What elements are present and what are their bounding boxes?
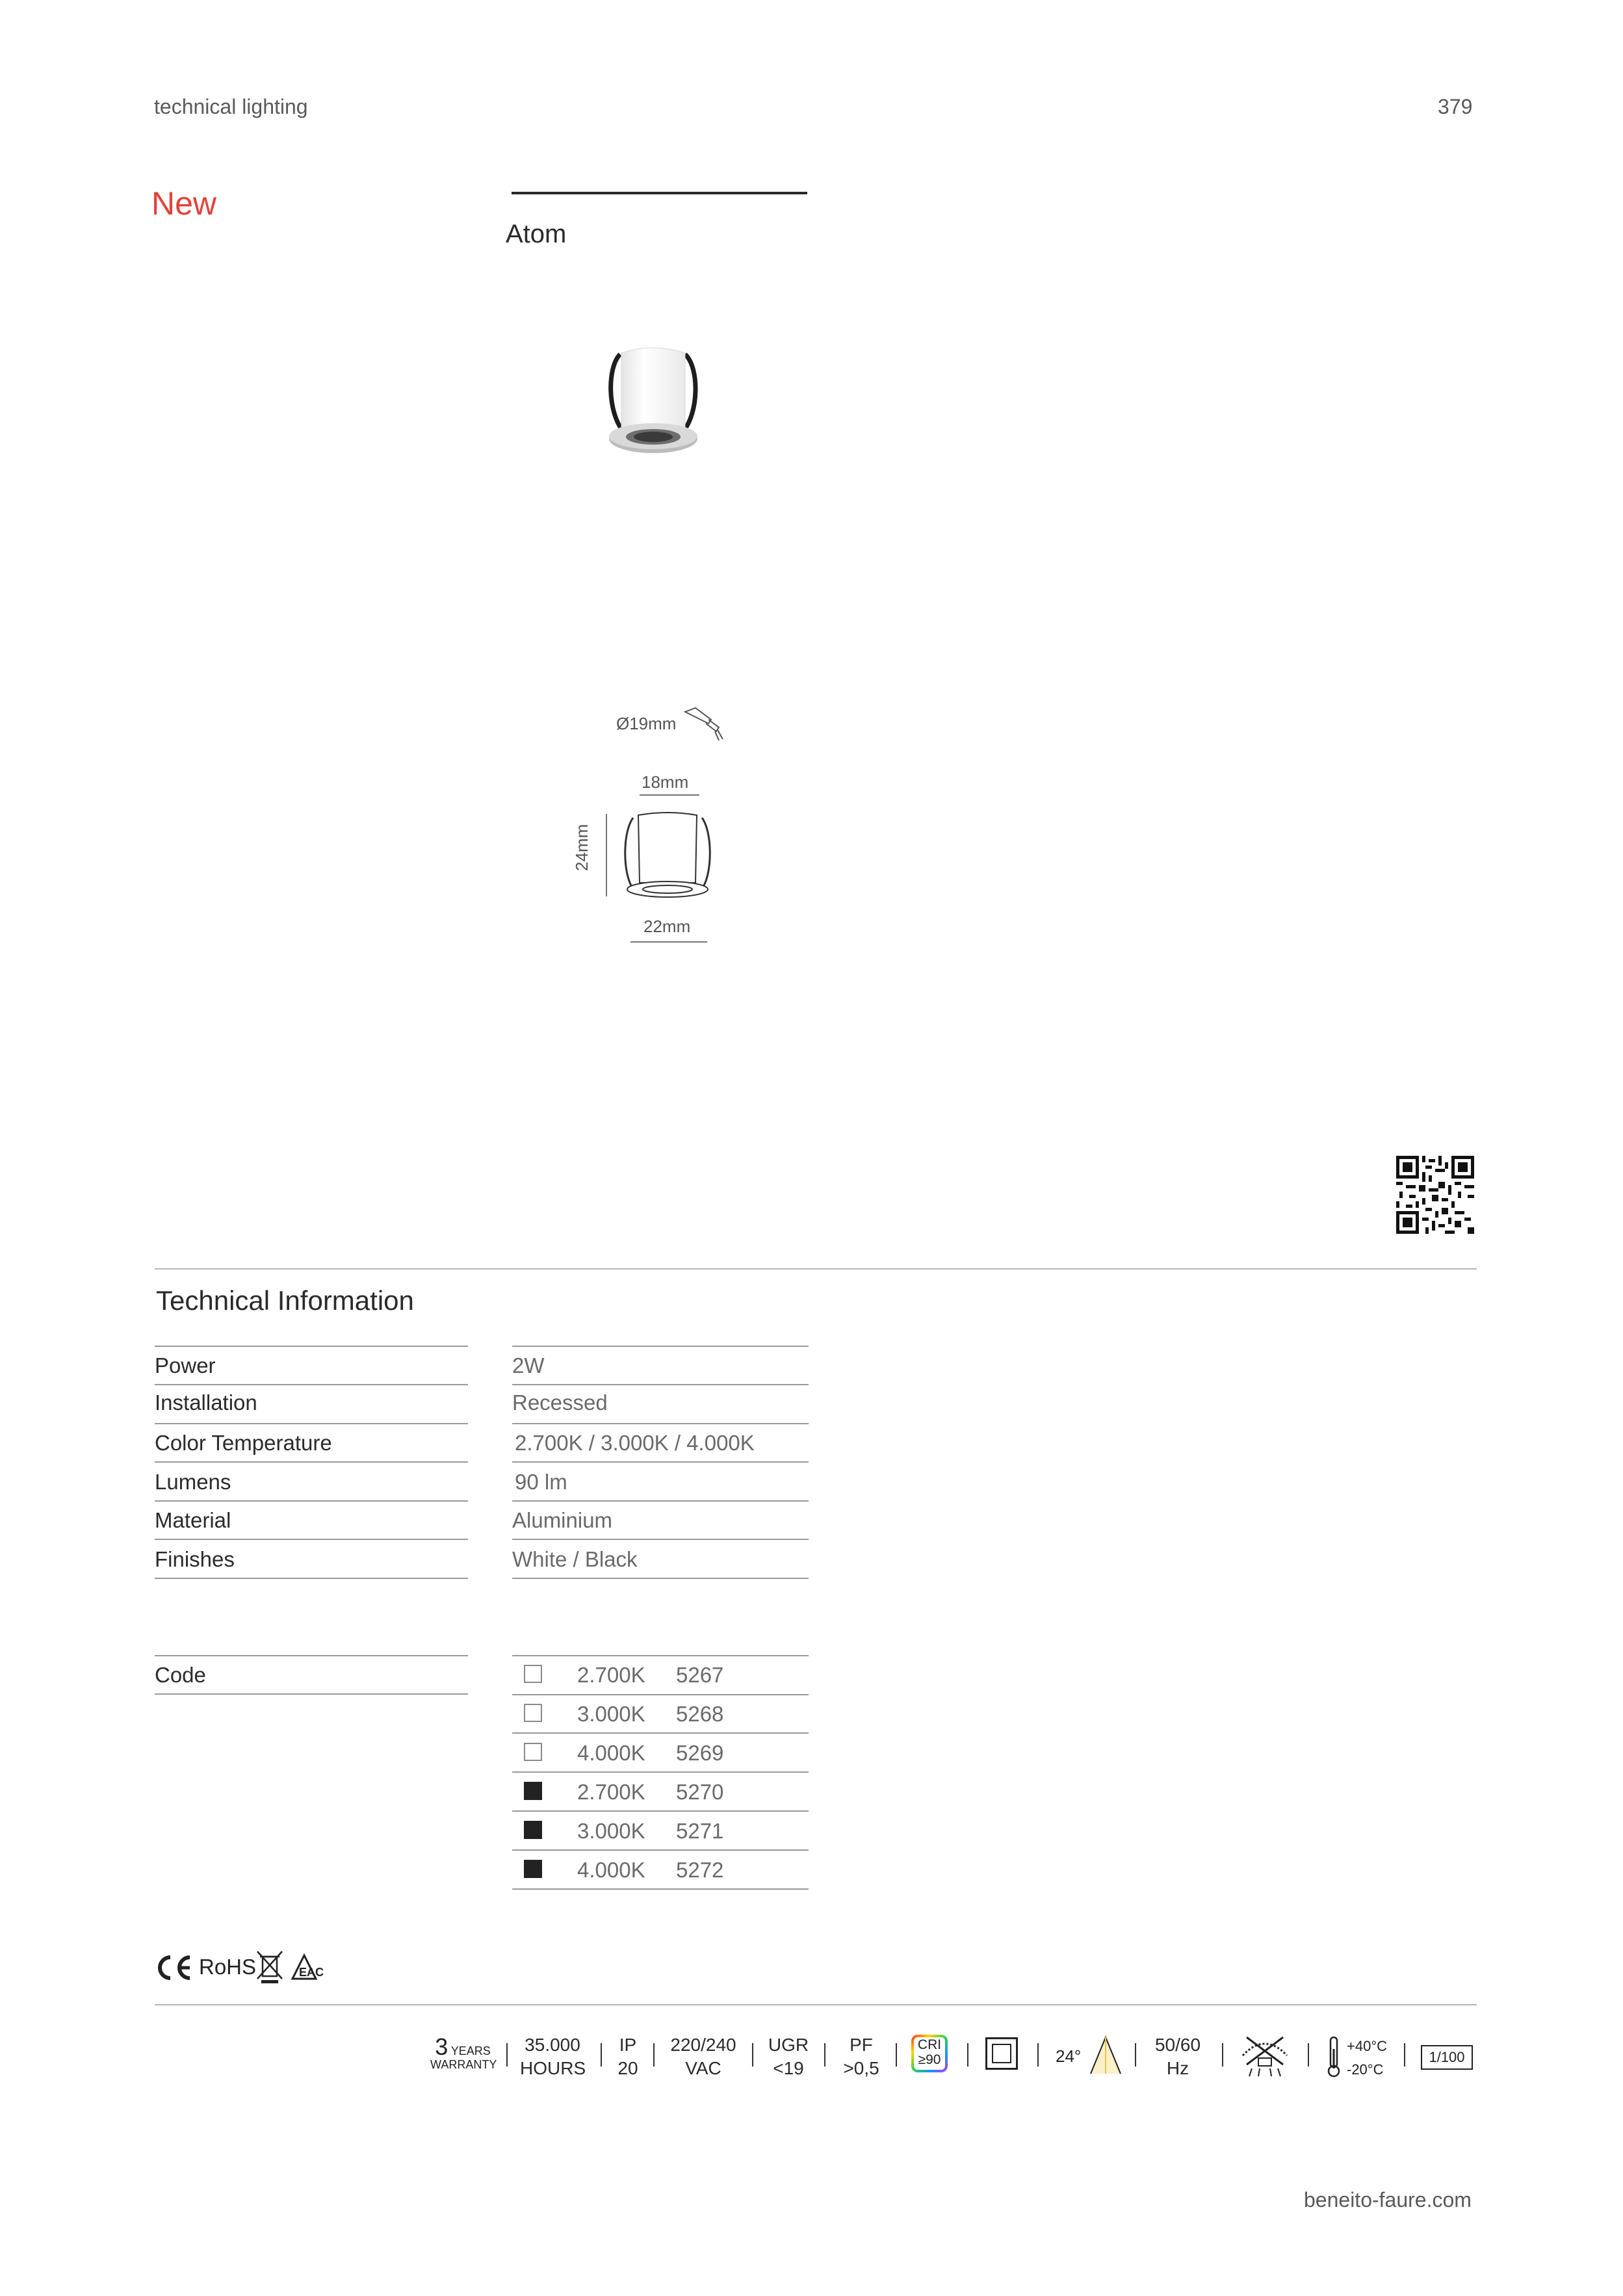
dim-top-width: 18mm (642, 772, 689, 792)
finish-swatch-white (524, 1665, 542, 1683)
page-number: 379 (1438, 95, 1473, 118)
spec-value: 2W (512, 1353, 545, 1377)
frequency-icon: 50/60 Hz (1154, 2035, 1201, 2078)
finish-swatch-black (524, 1860, 542, 1878)
hours-icon: 35.000 HOURS (520, 2035, 586, 2078)
power-factor-icon: PF >0,5 (843, 2035, 879, 2078)
code-number: 5269 (676, 1741, 724, 1765)
dimension-drawing (619, 806, 716, 904)
bulb-icon (682, 705, 728, 744)
spec-value: 90 lm (515, 1470, 567, 1494)
code-temp: 4.000K (577, 1858, 645, 1882)
dim-height-line (606, 814, 607, 896)
icons-divider (155, 2004, 1477, 2005)
code-number: 5271 (676, 1819, 724, 1843)
new-badge: New (151, 185, 217, 222)
code-number: 5270 (676, 1780, 724, 1804)
code-number: 5272 (676, 1858, 724, 1882)
spec-label: Material (155, 1508, 231, 1532)
ip-rating-icon: IP 20 (617, 2035, 638, 2078)
thermometer-icon (1325, 2036, 1343, 2078)
warranty-icon: 3 YEARS WARRANTY (430, 2033, 497, 2071)
spec-label: Power (155, 1353, 216, 1377)
beam-angle-label: 24° (1056, 2046, 1082, 2066)
website-link[interactable]: beneito-faure.com (1304, 2188, 1472, 2211)
finish-swatch-white (524, 1704, 542, 1722)
dim-height: 24mm (572, 824, 591, 871)
code-temp: 3.000K (577, 1702, 645, 1726)
dim-base-line (630, 941, 707, 943)
code-temp: 3.000K (577, 1819, 645, 1843)
dim-base-width: 22mm (643, 917, 691, 936)
finish-swatch-black (524, 1782, 542, 1800)
finish-swatch-black (524, 1821, 542, 1839)
beam-angle-icon (1089, 2035, 1122, 2075)
spec-label: Lumens (155, 1470, 231, 1494)
square-shape-icon (985, 2037, 1018, 2070)
spec-label: Finishes (155, 1547, 235, 1571)
code-temp: 2.700K (577, 1780, 645, 1804)
technical-title: Technical Information (156, 1285, 414, 1316)
spec-value: White / Black (512, 1547, 638, 1571)
spec-label: Installation (155, 1390, 257, 1415)
code-temp: 2.700K (577, 1663, 645, 1687)
eac-mark-icon (290, 1951, 328, 1983)
temperature-range: +40°C -20°C (1347, 2038, 1388, 2078)
finish-swatch-white (524, 1743, 542, 1761)
spec-value: Recessed (512, 1390, 608, 1415)
section-title: technical lighting (154, 95, 308, 118)
dim-top-line (640, 794, 699, 796)
product-photo (604, 341, 702, 462)
no-insulation-cover-icon (1239, 2032, 1291, 2078)
code-number: 5268 (676, 1702, 724, 1726)
product-name: Atom (506, 220, 567, 248)
scale-box-icon: 1/100 (1421, 2045, 1473, 2070)
code-number: 5267 (676, 1663, 724, 1687)
rohs-label: RoHS (199, 1955, 257, 1979)
code-temp: 4.000K (577, 1741, 645, 1765)
product-rule (512, 192, 807, 194)
qr-code[interactable] (1396, 1156, 1474, 1234)
spec-value: 2.700K / 3.000K / 4.000K (515, 1431, 755, 1455)
weee-bin-icon (255, 1949, 285, 1984)
cri-icon: CRI ≥90 (911, 2035, 948, 2072)
spec-value: Aluminium (512, 1508, 613, 1532)
spec-label: Color Temperature (155, 1431, 332, 1455)
ce-mark-icon (155, 1953, 194, 1982)
ugr-icon: UGR <19 (768, 2035, 809, 2078)
dim-lamp-diameter: Ø19mm (616, 714, 677, 733)
code-label: Code (155, 1663, 206, 1687)
section-divider (155, 1268, 1477, 1270)
voltage-icon: 220/240 VAC (670, 2035, 736, 2078)
svg-text:EAC: EAC (299, 1966, 324, 1979)
